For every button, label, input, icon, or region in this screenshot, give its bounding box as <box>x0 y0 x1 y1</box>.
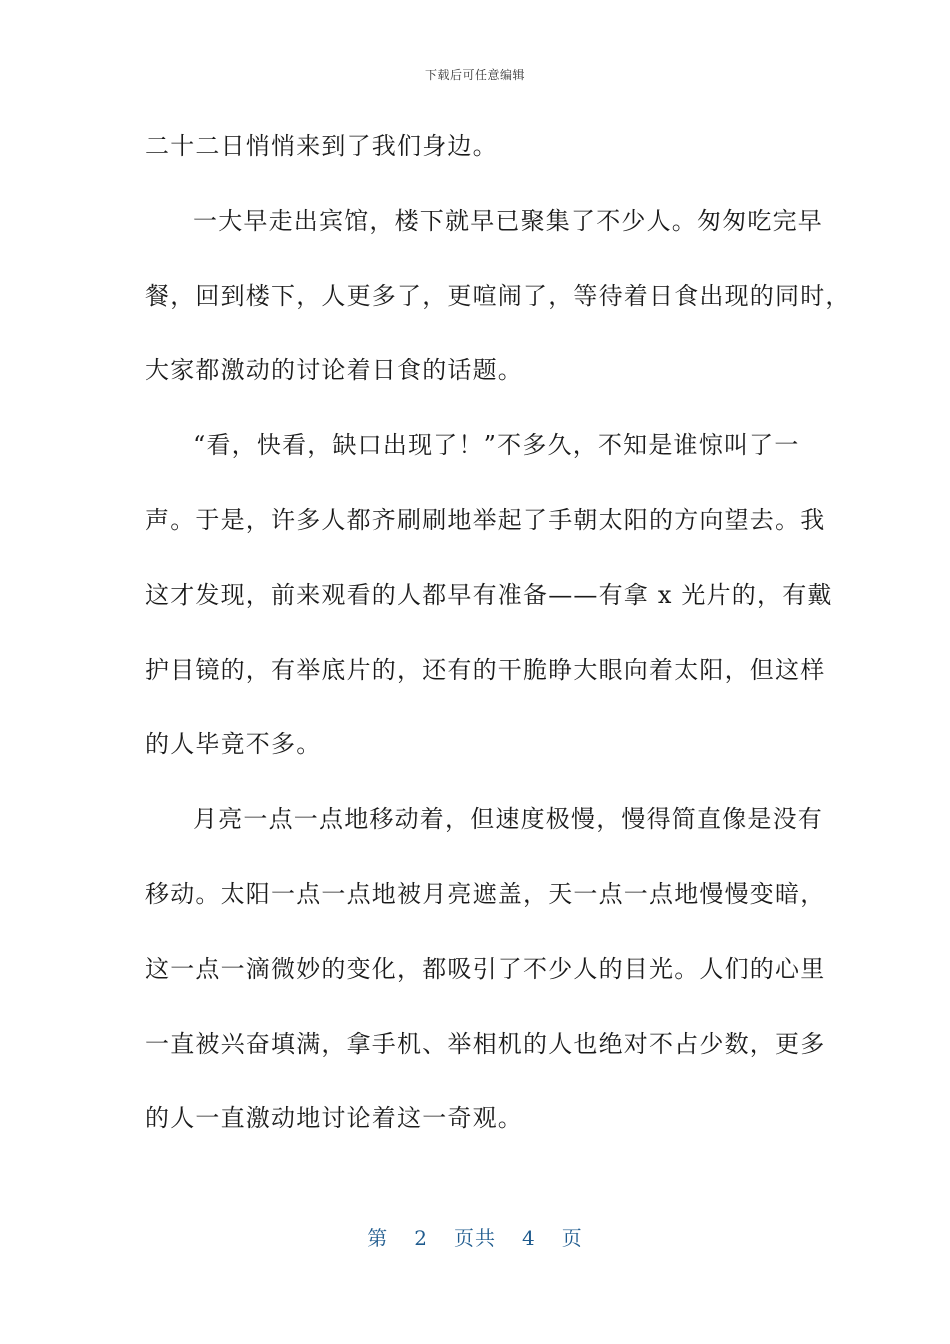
paragraph-line: 的人一直激动地讨论着这一奇观。 <box>145 1104 523 1133</box>
footer-middle: 页共 <box>454 1226 496 1250</box>
total-pages-number: 4 <box>522 1226 536 1250</box>
paragraph-line: 的人毕竟不多。 <box>145 730 322 759</box>
footer-suffix: 页 <box>561 1226 583 1250</box>
paragraph-line: 声。于是，许多人都齐刷刷地举起了手朝太阳的方向望去。我 <box>145 505 826 534</box>
paragraph-line: 一大早走出宾馆，楼下就早已聚集了不少人。匆匆吃完早 <box>193 206 823 235</box>
paragraph-line: 护目镜的，有举底片的，还有的干脆睁大眼向着太阳，但这样 <box>145 655 826 684</box>
paragraph-line: 月亮一点一点地移动着，但速度极慢，慢得简直像是没有 <box>193 805 823 834</box>
paragraph-line: 一直被兴奋填满，拿手机、举相机的人也绝对不占少数，更多 <box>145 1029 826 1058</box>
paragraph-line: 大家都激动的讨论着日食的话题。 <box>145 356 523 385</box>
page-footer <box>0 1222 950 1251</box>
paragraph-line: 移动。太阳一点一点地被月亮遮盖，天一点一点地慢慢变暗， <box>145 879 826 908</box>
current-page-number: 2 <box>414 1226 428 1250</box>
page-header: 下载后可任意编辑 <box>424 68 525 82</box>
body-text <box>145 118 851 1165</box>
paragraph-line: 这一点一滴微妙的变化，都吸引了不少人的目光。人们的心里 <box>145 954 826 983</box>
footer-prefix: 第 <box>367 1226 389 1250</box>
paragraph-line: 二十二日悄悄来到了我们身边。 <box>145 132 498 160</box>
paragraph-line: 餐，回到楼下，人更多了，更喧闹了，等待着日食出现的同时， <box>145 281 851 310</box>
paragraph-line: “看，快看，缺口出现了！”不多久，不知是谁惊叫了一 <box>193 431 800 460</box>
paragraph-line: 这才发现，前来观看的人都早有准备——有拿 x 光片的，有戴 <box>145 580 833 609</box>
